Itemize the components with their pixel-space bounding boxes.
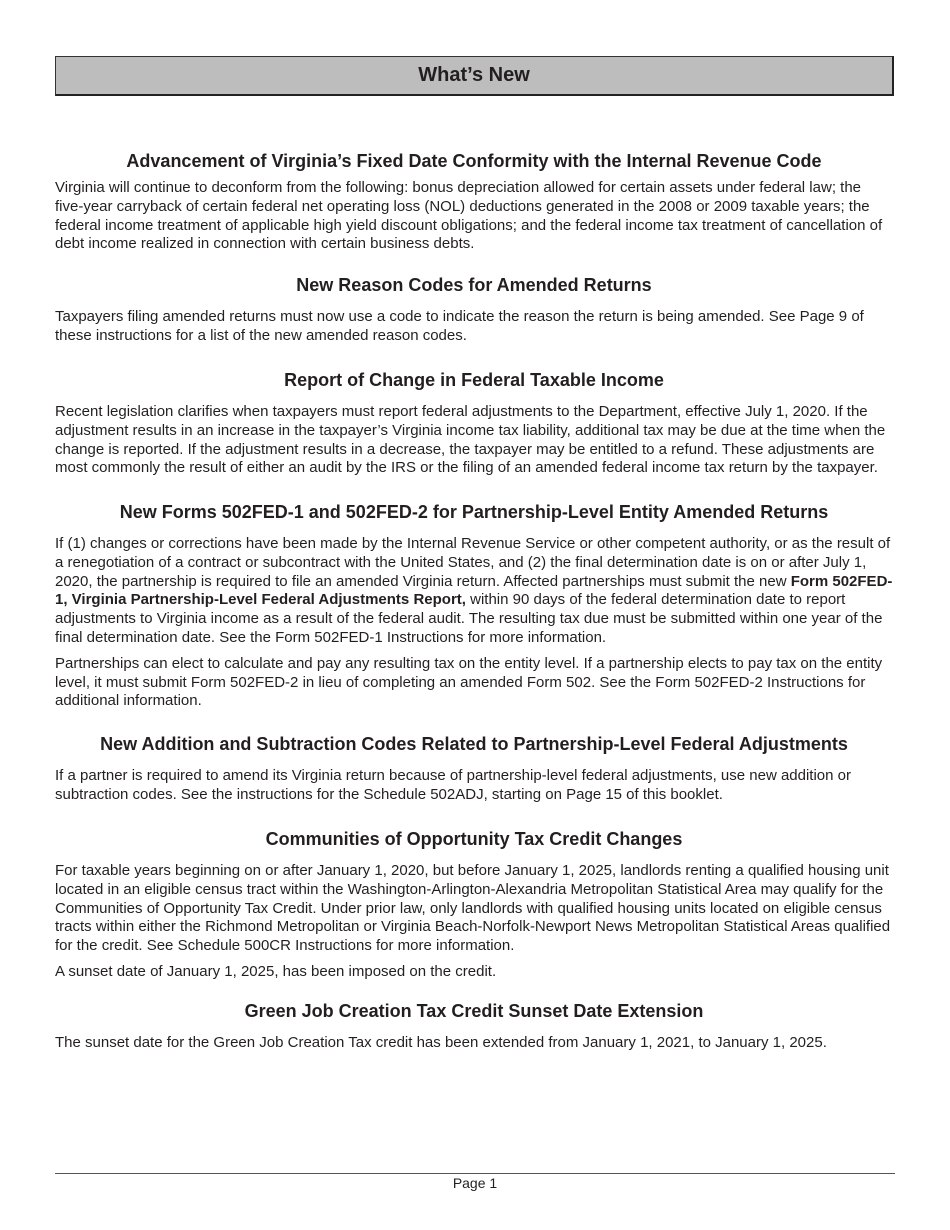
form-name-bold: Form 502FED-1, Virginia Partnership-Level Federal Adjustments Report,	[55, 572, 893, 609]
section-heading: Report of Change in Federal Taxable Income	[284, 370, 664, 390]
paragraph: If a partner is required to amend its Virginia return because of partnership-level federal adjustments, use new addition or subtraction codes. See the instructions for the Schedule 502ADJ, starting on Page 15 of this booklet.	[55, 767, 851, 803]
section-heading: Communities of Opportunity Tax Credit Changes	[265, 829, 683, 849]
section-communities-of-opportunity	[55, 828, 893, 982]
paragraph: Taxpayers filing amended returns must now use a code to indicate the reason the return is being amended. See Page 9 of these instructions for a list of the new amended reason codes.	[55, 308, 864, 344]
paragraph: A sunset date of January 1, 2025, has been imposed on the credit.	[55, 962, 497, 980]
section-heading: New Forms 502FED-1 and 502FED-2 for Partnership-Level Entity Amended Returns	[119, 502, 829, 522]
section-addition-subtraction-codes	[55, 733, 893, 805]
section-reason-codes	[55, 274, 893, 346]
section-fixed-date-conformity	[55, 150, 893, 254]
section-report-of-change	[55, 369, 893, 478]
paragraph: The sunset date for the Green Job Creation Tax credit has been extended from January 1, 2021, to January 1, 2025.	[55, 1034, 827, 1051]
paragraph-text: within 90 days of the federal determination date to report adjustments to Virginia income as a result of the federal audit. The resulting tax due must be submitted within one year of the final determination date. See the Form 502FED-1 Instructions for more information.	[55, 591, 883, 646]
section-heading: Advancement of Virginia’s Fixed Date Conformity with the Internal Revenue Code	[126, 151, 822, 171]
whats-new-banner: What’s New	[55, 56, 894, 96]
section-green-job-credit	[55, 1000, 893, 1053]
section-heading: Green Job Creation Tax Credit Sunset Date Extension	[244, 1001, 704, 1021]
footer-divider	[55, 1173, 895, 1174]
paragraph: Recent legislation clarifies when taxpayers must report federal adjustments to the Department, effective July 1, 2020. If the adjustment results in an increase in the taxpayer’s Virginia income tax liability, additional tax may be due at the time when the change is reported. If the adjustment results in a decrease, the taxpayer may be entitled to a refund. These adjustments are most commonly the result of either an audit by the IRS or the filing of an amended federal income tax return by the taxpayer.	[55, 403, 886, 477]
section-heading: New Addition and Subtraction Codes Related to Partnership-Level Federal Adjustments	[100, 734, 848, 754]
section-502fed-forms	[55, 501, 893, 711]
paragraph: Partnerships can elect to calculate and pay any resulting tax on the entity level. If a partnership elects to pay tax on the entity level, it must submit Form 502FED-2 in lieu of completing an amended Form 502. See the Form 502FED-2 Instructions for additional information.	[55, 654, 883, 710]
section-heading: New Reason Codes for Amended Returns	[296, 275, 652, 295]
page-number: Page 1	[452, 1175, 498, 1191]
paragraph	[55, 535, 893, 648]
paragraph: Virginia will continue to deconform from the following: bonus depreciation allowed for certain assets under federal law; the five-year carryback of certain federal net operating loss (NOL) deductions generated in the 2008 or 2009 taxable years; the federal income treatment of applicable high yield discount obligations; and the federal income tax treatment of cancellation of debt income realized in connection with certain business debts.	[55, 179, 883, 253]
paragraph: For taxable years beginning on or after January 1, 2020, but before January 1, 2025, landlords renting a qualified housing unit located in an eligible census tract within the Washington-Arlington-Alexandria Metropolitan Statistical Area may qualify for the Communities of Opportunity Tax Credit. Under prior law, only landlords with qualified housing units located on eligible census tracts within either the Richmond Metropolitan or Virginia Beach-Norfolk-Newport News Metropolitan Statistical Areas qualified for the credit. See Schedule 500CR Instructions for more information.	[55, 862, 891, 955]
paragraph-text: If (1) changes or corrections have been made by the Internal Revenue Service or other competent authority, or as the result of a renegotiation of a contract or subcontract with the United States, and (2) the final determination date is on or after July 1, 2020, the partnership is required to file an amended Virginia return. Affected partnerships must submit the new	[55, 535, 891, 590]
